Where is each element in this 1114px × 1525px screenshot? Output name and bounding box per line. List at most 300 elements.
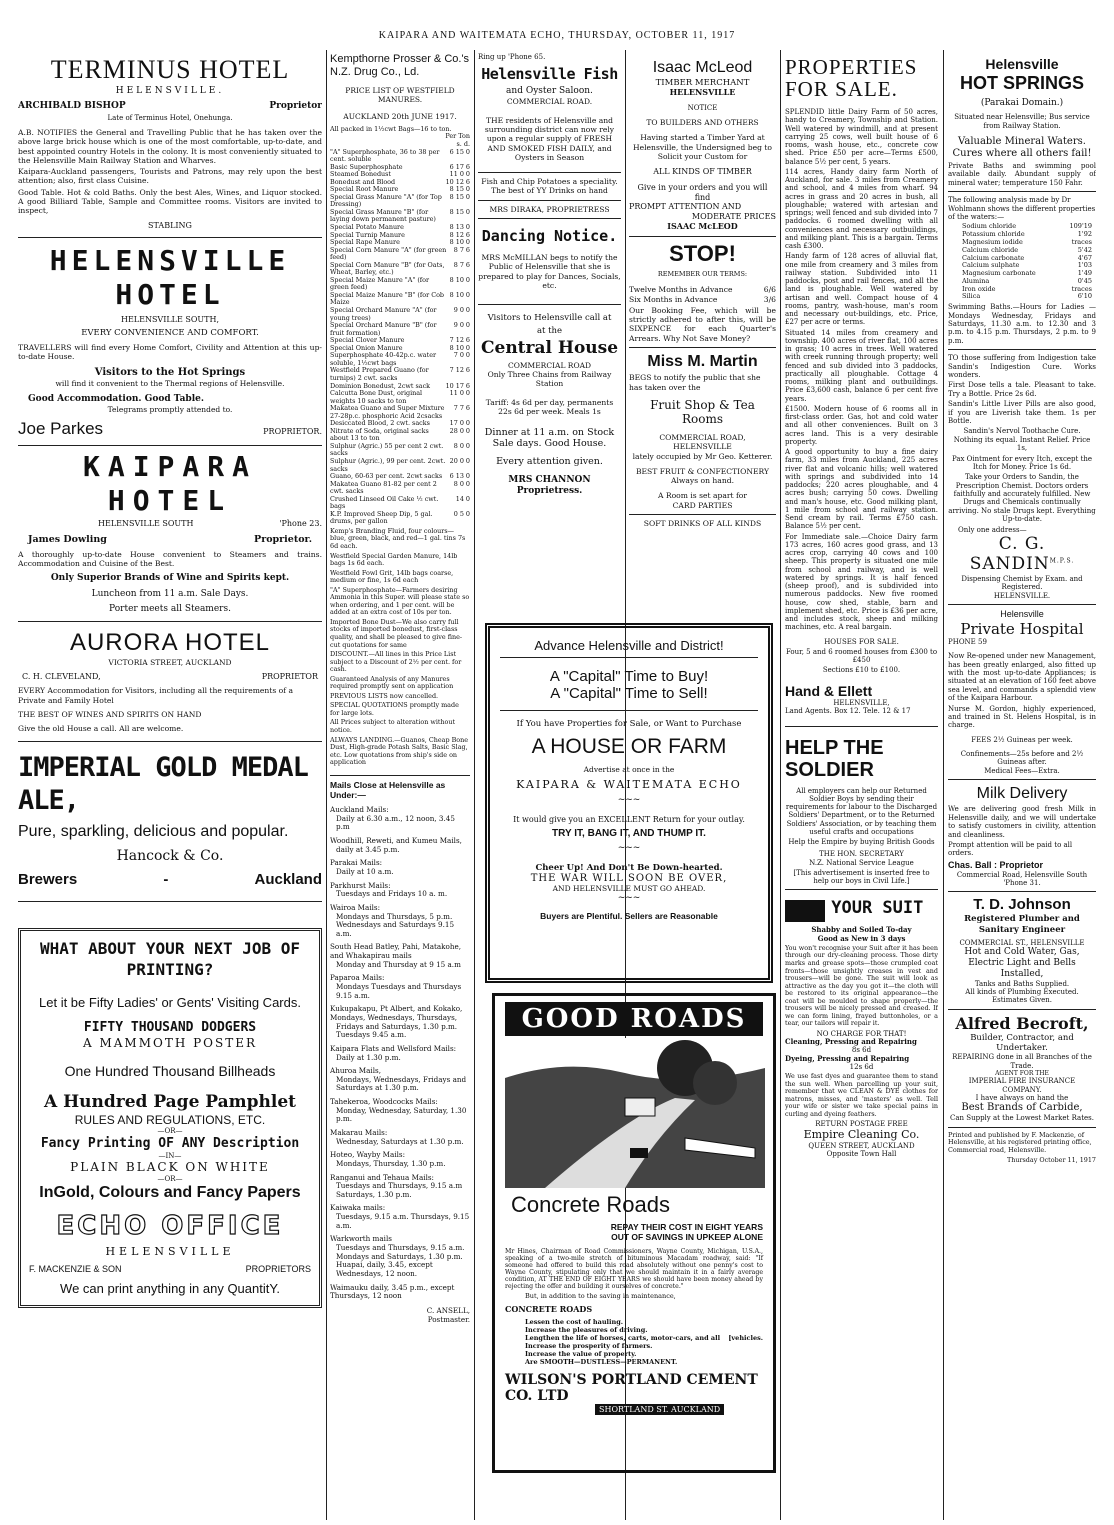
ring-phone: Ring up 'Phone 65. xyxy=(478,53,546,61)
hospital-body: Nurse M. Gordon, highly experienced, and trained in St. Helens Hospital, is in charge. xyxy=(948,704,1096,730)
ad-town: HELENSVILLE SOUTH, xyxy=(120,314,220,324)
firm-label: PROPRIETORS xyxy=(245,1264,311,1275)
ad-title: GOOD ROADS xyxy=(505,1002,763,1036)
currency-label: s. d. xyxy=(456,140,470,148)
price-row xyxy=(330,428,470,443)
price-item-name: Desiccated Blood, 2 cwt. sacks xyxy=(330,419,430,428)
ad-line: A MAMMOTH POSTER xyxy=(82,1036,258,1051)
mail-route: South Head Batley, Pahi, Matakohe, and Whakapirau mails xyxy=(330,942,462,961)
column-5 xyxy=(785,50,938,1520)
price-note: Westfield Special Garden Manure, 14lb bags 1s 6d each. xyxy=(330,551,458,568)
ad-line: Cheer Up! And Don't Be Down-hearted. xyxy=(535,863,723,873)
price-row xyxy=(330,262,470,277)
price-note: Kemp's Branding Fluid, four colours—blue, green, black, and red—1 gal. tins 7s 6d each. xyxy=(330,526,466,550)
ad-notice: NOTICE xyxy=(687,103,718,112)
johnson-body: Hot and Cold Water, Gas, Electric Light and Bells Installed, xyxy=(964,947,1080,979)
milk-body: We are delivering good fresh Milk in Helensville daily, and we will undertake to satisfy customers in civility, attention and cleanliness. xyxy=(948,805,1096,839)
price-row xyxy=(330,322,470,337)
price-item-name: Special Orchard Manure "B" (for fruit formation) xyxy=(330,321,437,337)
mail-times: Daily at 6.30 a.m., 12 noon, 3.45 p.m xyxy=(336,813,455,832)
chemical-name: Calcium sulphate xyxy=(962,261,1020,270)
price-row xyxy=(330,209,470,224)
column-6 xyxy=(948,50,1096,1520)
proprietor-label: PROPRIETOR. xyxy=(263,426,322,436)
mail-entry xyxy=(330,837,470,854)
mail-route: Parakai Mails: xyxy=(330,858,383,868)
ad-line: A Hundred Page Pamphlet xyxy=(43,1091,297,1112)
property-listing: For Immediate sale.—Choice Dairy farm 173 acres, 160 acres good grass, and 13 acres crop, carrying 40 cows and 100 sheep. This property is situated one mile from school and railway, and is well watered by springs. It is half fenced (sheep proof), and is subdivided into numerous paddocks. New five roomed house, cow shed, stable, barn and implement shed, etc. Price is £36 per acre, and includes stock, sheep and milking machines, etc. A real bargain. xyxy=(785,532,938,632)
price-row xyxy=(330,307,470,322)
mail-times: Mondays and Thursdays, 5 p.m. Wednesdays and Saturdays 9.15 a.m. xyxy=(336,911,455,938)
ad-line: It would give you an EXCELLENT Return for your outlay. xyxy=(513,815,745,824)
column-3 xyxy=(478,50,621,610)
ad-town: HELENSVILLE SOUTH xyxy=(98,518,194,528)
terminus-hotel-ad xyxy=(18,54,322,231)
chemical-value: 109'19 xyxy=(1069,222,1092,231)
ad-intro: Visitors to Helensville call at xyxy=(487,313,612,324)
hospital-town: Helensville xyxy=(1000,609,1044,619)
column-1 xyxy=(18,50,322,1520)
chemical-name: Silica xyxy=(962,292,981,301)
proprietor-name: C. H. CLEVELAND, xyxy=(22,671,101,681)
ad-trade: TIMBER MERCHANT xyxy=(655,77,750,88)
aurora-hotel-ad xyxy=(18,628,322,733)
mail-route: Kaiwaka mails: xyxy=(330,1203,386,1213)
mail-entry xyxy=(330,1235,470,1278)
price-item-name: Special Rape Manure xyxy=(330,238,400,247)
ad-body: PROMPT ATTENTION AND xyxy=(629,202,742,212)
johnson-body: Tanks and Baths Supplied. xyxy=(974,979,1070,988)
price-list-title: PRICE LIST OF WESTFIELD MANURES. xyxy=(345,86,455,105)
price-item-price: 8 15 0 xyxy=(449,207,470,216)
ad-list-item: Lessen the cost of hauling. xyxy=(525,1318,624,1326)
martin-ad xyxy=(629,352,776,528)
per-ton-label: Per Ton xyxy=(445,132,470,141)
ad-list-item: Increase the pleasures of driving. xyxy=(525,1326,648,1334)
price-item-price: 9 0 0 xyxy=(453,306,470,315)
mails-notice xyxy=(330,780,470,1324)
springs-body: Private Baths and swimming pool available daily. Abundant supply of mineral water; temperature 150 Fahr. xyxy=(948,161,1096,187)
mail-route: Hoteo, Wayby Mails: xyxy=(330,1150,406,1160)
mail-times: Tuesdays, 9.15 a.m. Thursdays, 9.15 a.m. xyxy=(336,1212,470,1230)
city-label: Auckland xyxy=(254,870,322,888)
masthead: KAIPARA AND WAITEMATA ECHO, THURSDAY, OCTOBER 11, 1917 xyxy=(378,30,736,41)
chemical-value: 1'03 xyxy=(1077,261,1092,270)
price-note: SPECIAL QUOTATIONS promptly made for large lots. xyxy=(330,701,459,717)
johnson-body: All kinds of Plumbing Executed. xyxy=(965,987,1079,996)
ad-always: Always on hand. xyxy=(670,476,734,486)
ad-body: Give in your orders and you will find xyxy=(637,182,768,202)
suit-sub: Shabby and Soiled To-day xyxy=(811,925,912,935)
brand-name: WILSON'S PORTLAND CEMENT CO. LTD xyxy=(505,1372,758,1404)
ad-proprietor: MRS DIRAKA, PROPRIETRESS xyxy=(489,204,610,214)
ad-title: Isaac McLeod xyxy=(652,59,753,76)
price-note: All Prices subject to alteration without notice. xyxy=(330,718,456,735)
price-item-price: 8 7 6 xyxy=(453,260,470,269)
chemist-town: HELENSVILLE. xyxy=(993,591,1051,600)
price-item-price: 6 13 0 xyxy=(449,472,470,481)
johnson-title: T. D. Johnson xyxy=(973,896,1071,914)
ad-station: Only Three Chains from Railway Station xyxy=(487,369,612,388)
column-rule xyxy=(326,50,327,1520)
becroft-carbide: Best Brands of Carbide, xyxy=(961,1102,1083,1114)
column-rule xyxy=(474,50,475,1520)
mail-route: Waimauku daily, 3.45 p.m., except Thursdays, 12 noon xyxy=(330,1282,455,1301)
suit-return: RETURN POSTAGE FREE xyxy=(815,1120,908,1129)
mail-entry xyxy=(330,943,470,969)
price-item-name: Special Potato Manure xyxy=(330,223,404,232)
price-note: "A" Superphosphate—Farmers desiring Ammonia in this Super. will please state so when ordering, and 1 per cent. will be added at an extra cost of 10s per ton. xyxy=(330,585,470,617)
column-4 xyxy=(629,50,776,610)
suit-street: QUEEN STREET, AUCKLAND xyxy=(808,1141,915,1150)
proprietor-name: James Dowling xyxy=(28,534,107,546)
chemical-value: 6'10 xyxy=(1077,292,1092,301)
price-item-name: Calcutta Bone Dust, original weights 10 sacks to ton xyxy=(330,389,423,405)
ad-body: THE BEST OF WINES AND SPIRITS ON HAND xyxy=(18,709,202,719)
column-rule xyxy=(780,50,781,1520)
chemical-name: Alumina xyxy=(962,276,990,285)
ad-body: THE residents of Helensville and surrounding district can now rely upon a regular supply of FRESH AND SMOKED FISH DAILY, and Oysters in Season xyxy=(484,115,615,162)
ad-proprietor: MRS CHANNON xyxy=(508,475,591,486)
mails-title: Mails Close at Helensville as Under:— xyxy=(330,779,446,800)
ad-subhead: Only Superior Brands of Wine and Spirits kept. xyxy=(50,573,290,584)
mail-entry xyxy=(330,1204,470,1230)
ad-title: TERMINUS HOTEL xyxy=(50,55,290,84)
ad-line: A "Capital" Time to Buy! xyxy=(549,668,709,685)
fish-saloon-ad xyxy=(478,53,621,214)
price-item-name: Special Grass Manure "B" (for laying down permanent pasture) xyxy=(330,207,436,224)
ad-body: Good Table. Hot & cold Baths. Only the best Ales, Wines, and Liquor stocked. A good Billiard Table, Sample and Committee rooms. Visitors are invited to inspect, xyxy=(18,187,322,216)
price-item-name: Makatea Guano 81-82 per cent 2 cwt. sacks xyxy=(330,479,437,496)
ad-late: lately occupied by Mr Geo. Ketterer. xyxy=(632,451,773,461)
johnson-trade: Registered Plumber and Sanitary Engineer xyxy=(964,914,1080,935)
price-item-name: Special Root Manure xyxy=(330,185,399,194)
mail-route: Paparoa Mails: xyxy=(330,973,385,983)
price-list-date: AUCKLAND 20th JUNE 1917. xyxy=(343,112,457,122)
ad-body: But, in addition to the saving in maintenance, xyxy=(525,1292,676,1300)
stop-notice xyxy=(629,241,776,343)
chemical-name: Sodium chloride xyxy=(962,222,1017,231)
becroft-title: Alfred Becroft, xyxy=(955,1013,1089,1033)
becroft-agent: AGENT FOR THE xyxy=(995,1070,1049,1078)
ad-room: A Room is set apart for xyxy=(658,491,747,501)
help-note: [This advertisement is inserted free to help our boys in Civil Life.] xyxy=(793,868,930,886)
ad-title: KAIPARA HOTEL xyxy=(82,450,257,518)
ad-title: Advance Helensville and District! xyxy=(534,638,724,653)
suit-price-label: Dyeing, Pressing and Repairing xyxy=(785,1053,910,1063)
mail-route: Warkworth mails xyxy=(330,1234,392,1244)
price-item-name: Special Clover Manure xyxy=(330,336,405,345)
proprietor-name: ARCHIBALD BISHOP xyxy=(18,100,126,111)
mail-times: Tuesdays and Fridays 10 a. m. xyxy=(336,889,448,899)
brewers-label: Brewers xyxy=(18,870,78,888)
ad-card: CARD PARTIES xyxy=(672,500,733,510)
price-item-name: Special Grass Manure "A" (for Top Dressing) xyxy=(330,192,442,209)
sandin-ad: Sandin's Nervol Toothache Cure. Nothing its equal. Instant Relief. Price 1s, xyxy=(953,427,1091,453)
help-soldier-title: HELP THE SOLDIER xyxy=(785,736,884,781)
ad-subhead: Visitors to the Hot Springs xyxy=(94,367,246,379)
mail-route: Parkhurst Mails: xyxy=(330,880,391,890)
imprint-date: Thursday October 11, 1917 xyxy=(1006,1155,1096,1164)
mail-entry xyxy=(330,859,470,876)
ad-body: Telegrams promptly attended to. xyxy=(107,405,233,415)
price-item-price: 17 0 0 xyxy=(449,419,470,428)
term-price: 3/6 xyxy=(763,294,776,304)
mail-route: Auckland Mails: xyxy=(330,805,389,815)
ad-footer: We can print anything in any QuantitY. xyxy=(60,1280,280,1296)
ad-road: COMMERCIAL ROAD xyxy=(507,360,592,370)
ad-title: IMPERIAL GOLD MEDAL ALE, xyxy=(18,752,308,817)
chemical-value: 0'45 xyxy=(1077,276,1092,285)
printing-ad xyxy=(18,928,322,1308)
price-item-price: 20 0 0 xyxy=(449,456,470,465)
price-row xyxy=(330,458,470,473)
ad-body: MRS McMILLAN begs to notify the Public of Helensville that she is prepared to play for Dances, Socials, etc. xyxy=(478,253,621,290)
becroft-trade: Builder, Contractor, and Undertaker. xyxy=(970,1032,1074,1054)
mail-times: Daily at 10 a.m. xyxy=(336,866,394,876)
ad-to: TO BUILDERS AND OTHERS xyxy=(646,118,759,128)
ad-proprietor-title: Proprietress. xyxy=(516,486,583,497)
ad-at: at the xyxy=(536,325,563,336)
ad-tariff: Tariff: 4s 6d per day, permanents 22s 6d per week. Meals 1s xyxy=(485,398,614,417)
sandin-name: C. G. SANDIN xyxy=(969,534,1050,575)
hospital-fees: Confinements—25s before and 2½ Guineas after. xyxy=(960,750,1084,767)
ad-line: A "Capital" Time to Sell! xyxy=(550,685,708,702)
echo-office: ECHO OFFICE xyxy=(56,1210,284,1241)
proprietor-label: Proprietor. xyxy=(254,534,312,546)
mail-times: Mondays, Thursday, 1.30 p.m. xyxy=(336,1158,446,1168)
mail-entry xyxy=(330,1067,470,1093)
help-body: All employers can help our Returned Soldier Boys by sending their requirements for labour to the Discharged Soldiers' Department, or to the Returned Soldiers' Association, or by teaching them useful crafts and occupations xyxy=(785,786,938,836)
ad-body: Our Booking Fee, which will be strictly adhered to after this, will be SIXPENCE for each Quarter's Arrears. Why Not Save Money? xyxy=(629,305,776,343)
ad-line: PLAIN BLACK ON WHITE xyxy=(70,1160,270,1175)
ad-terms: REMEMBER OUR TERMS: xyxy=(657,270,748,279)
ad-list-item: Increase the prosperity of farmers. xyxy=(525,1342,653,1350)
price-item-price: 9 0 0 xyxy=(453,321,470,330)
ad-headline: A HOUSE OR FARM xyxy=(531,735,727,758)
price-note: Westfield Fowl Grit, 14lb bags coarse, medium or fine, 1s 6d each xyxy=(330,568,454,585)
suit-title: YOUR SUIT xyxy=(831,898,924,919)
ad-title: Miss M. Martin xyxy=(647,352,758,370)
ad-body: Kaipara-Auckland passengers, Tourists and Patrons, may rely upon the best attention; also, first class Cuisine. xyxy=(18,167,322,186)
ad-body: EVERY Accommodation for Visitors, including all the requirements of a Private and Family Hotel xyxy=(18,686,293,705)
price-item-name: Special Onion Manure xyxy=(330,343,403,352)
price-item-name: K.P. Improved Sheep Dip, 5 gal. drums, per gallon xyxy=(330,509,433,526)
ad-dinner: Dinner at 11 a.m. on Stock Sale days. Good House. xyxy=(484,426,615,450)
suit-price-label: Cleaning, Pressing and Repairing xyxy=(785,1037,917,1047)
price-item-name: Crushed Linseed Oil Cake ½ cwt. bags xyxy=(330,494,439,511)
mail-entry xyxy=(330,882,470,899)
ad-phone: 'Phone 23. xyxy=(279,518,322,528)
sandin-ad: TO those suffering from Indigestion take Sandin's Indigestion Cure. Works wonders. xyxy=(948,354,1096,380)
sandin-mps: M.P.S. xyxy=(1049,557,1075,565)
ad-line: OUT OF SAVINGS IN UPKEEP ALONE xyxy=(611,1232,763,1242)
ad-title: STOP! xyxy=(669,240,736,266)
term-price: 6/6 xyxy=(763,285,776,295)
ad-list-item: [vehicles. xyxy=(728,1334,763,1342)
price-note: ALWAYS LANDING.—Guanos, Cheap Bone Dust, High-grade Potash Salts, Basic Slag, etc. Low quotations from ship's side on application xyxy=(330,735,469,767)
price-item-name: Special Turnip Manure xyxy=(330,230,405,239)
chemical-name: Magnesium iodide xyxy=(962,237,1023,246)
price-item-name: Superphosphate 40-42p.c. water soluble, 1½cwt bags xyxy=(330,351,437,367)
ad-title: Kempthorne Prosser & Co.'s N.Z. Drug Co., Ld. xyxy=(330,53,470,79)
imperial-ale-ad: IMPERIAL GOLD MEDAL ALE, Pure, sparkling, delicious and popular. Hancock & Co. Brewers - Auckland xyxy=(18,752,322,888)
chemical-value: traces xyxy=(1071,237,1092,246)
price-row xyxy=(330,149,470,164)
ad-shop: Fruit Shop & Tea Rooms xyxy=(650,397,755,427)
suit-price: 8s 6d xyxy=(851,1046,872,1055)
price-row xyxy=(330,367,470,382)
mail-entry xyxy=(330,904,470,939)
price-note: PREVIOUS LISTS now cancelled. xyxy=(330,691,439,700)
property-listing: £1500. Modern house of 6 rooms all in first-class order. Gas, hot and cold water and all other conveniences. Built on 3 acres land. This is a very desirable property. xyxy=(785,404,938,446)
ad-or: —OR— xyxy=(157,1127,183,1136)
price-item-price: 7 0 0 xyxy=(453,351,470,360)
mail-entry xyxy=(330,974,470,1000)
suit-nocharge: NO CHARGE FOR THAT! xyxy=(816,1029,907,1038)
ad-road: COMMERCIAL ROAD, xyxy=(659,433,746,443)
ad-body: BEGS to notify the public that she has taken over the xyxy=(629,373,761,392)
term-label: Six Months in Advance xyxy=(629,294,718,304)
mail-route: Woodhill, Reweti, and Kumeu Mails, xyxy=(330,836,462,846)
firm-name: F. MACKENZIE & SON xyxy=(29,1264,122,1275)
help-body: Help the Empire by buying British Goods xyxy=(788,838,935,847)
late-note: Late of Terminus Hotel, Onehunga. xyxy=(107,113,233,122)
ad-headline: Concrete Roads xyxy=(511,1192,670,1217)
ad-title: WHAT ABOUT YOUR NEXT JOB OF PRINTING? xyxy=(39,938,301,979)
ad-body: Give the old House a call. All are welcome. xyxy=(18,724,184,734)
mail-times: Tuesdays and Thursdays, 9.15 a.m Saturdays, 1.30 p.m. xyxy=(336,1181,463,1199)
mail-times: Monday, Wednesday, Saturday, 1.30 p.m. xyxy=(336,1105,467,1124)
stabling: STABLING xyxy=(148,221,192,231)
price-item-price: 6 15 0 xyxy=(449,147,470,156)
ad-road: COMMERCIAL ROAD. xyxy=(506,96,593,106)
brand-address: SHORTLAND ST. AUCKLAND xyxy=(595,1404,724,1415)
ad-body: TRAVELLERS will find every Home Comfort, Civility and Attention at this up-to-date House. xyxy=(18,342,322,361)
price-item-name: Makatea Guano and Super Mixture 27-28p.c. phosphoric Acid 2csacks xyxy=(330,404,445,420)
price-item-name: Basic Superphosphate xyxy=(330,162,403,171)
mail-times: Monday and Thursday at 9 15 a.m xyxy=(336,959,461,969)
ad-body: Luncheon from 11 a.m. Sale Days. xyxy=(91,589,249,600)
price-item-price: 8 12 6 xyxy=(449,230,470,239)
johnson-body: Estimates Given. xyxy=(992,996,1052,1005)
mail-times: Tuesdays and Thursdays, 9.15 a.m. Mondays and Saturdays, 1.30 p.m. Huapai, daily, 3.45, except Wednesdays, 12 noon. xyxy=(336,1243,465,1278)
hospital-title: Private Hospital xyxy=(960,619,1084,638)
ad-subhead: CONCRETE ROADS xyxy=(505,1304,593,1314)
ad-line: RULES AND REGULATIONS, ETC. xyxy=(74,1112,266,1127)
chemical-value: 4'67 xyxy=(1077,253,1092,262)
chemical-row xyxy=(962,286,1092,294)
mail-times: Fridays and Saturdays, 1.30 p.m. Tuesdays 9.45 a.m. xyxy=(336,1021,458,1040)
ad-body: Porter meets all Steamers. xyxy=(109,604,231,615)
ad-line: FIFTY THOUSAND DODGERS xyxy=(83,1020,257,1036)
price-row xyxy=(330,352,470,367)
price-item-name: Nitrate of Soda, original sacks about 13 to ton xyxy=(330,426,429,443)
price-item-price: 28 0 0 xyxy=(449,426,470,435)
houses-line: Sections £10 to £100. xyxy=(822,666,901,675)
road-illustration-icon xyxy=(505,1038,765,1188)
ad-body: A thoroughly up-to-date House convenient to Steamers and trains. Accommodation and Cuisine of the Best. xyxy=(18,549,322,569)
property-listing: Situated 14 miles from creamery and township. 400 acres of river flat, 100 acres in grass; 10 acres in trees. Well watered with creek running through property; well fenced and sub divided into 3 paddocks, practically all ploughable. Cottage 4 rooms, milking plant and outbuildings. Price £3,600 cash, balance 6 per cent five years. xyxy=(785,328,938,403)
springs-analysis: The following analysis made by Dr Wohlmann shows the different properties of the waters:— xyxy=(948,196,1096,221)
ad-kinds: ALL KINDS OF TIMBER xyxy=(653,167,752,177)
mail-route: Wairoa Mails: xyxy=(330,902,381,912)
sandin-only: Only one address— xyxy=(958,525,1027,534)
price-item-price: 14 0 xyxy=(455,494,470,503)
ad-title: PROPERTIES FOR SALE. xyxy=(785,55,918,102)
good-roads-ad xyxy=(492,993,776,1473)
price-item-price: 8 15 0 xyxy=(449,185,470,194)
ad-tagline: Pure, sparkling, delicious and popular. xyxy=(18,823,289,841)
price-item-name: Guano, 60-63 per cent. 2cwt sacks xyxy=(330,472,443,481)
kempthorne-ad xyxy=(330,53,470,767)
property-listing: SPLENDID little Dairy Farm of 50 acres, handy to Creamery, Township and Station. Well watered by windmill, and at present carrying 25 cows, well built house of 6 rooms, wash house, etc., concrete cow shed. Price £50 per acre—Terms £500, balance 5½ per cent, 5 years. xyxy=(785,108,938,166)
ad-subhead: Good Accommodation. Good Table. xyxy=(28,394,204,405)
ad-list-item: Increase the value of property. xyxy=(525,1350,637,1358)
price-item-price: 10 17 6 xyxy=(445,381,470,390)
price-item-price: 11 0 0 xyxy=(449,170,470,179)
ad-body: will find it convenient to the Thermal regions of Helensville. xyxy=(55,379,285,389)
price-item-name: Special Maize Manure "B" (for Cob Maize xyxy=(330,290,445,307)
ad-best: BEST FRUIT & CONFECTIONERY xyxy=(635,466,770,476)
mail-times: Mondays, Wednesdays, Fridays and Saturdays at 1.30 p.m. xyxy=(336,1074,467,1093)
price-item-name: Special Corn Manure "B" (for Oats, Wheat, Barley, etc.) xyxy=(330,260,445,277)
advance-helensville-ad: Advance Helensville and District! A "Capital" Time to Buy! A "Capital" Time to Sell! If You have Properties for Sale, or Want to Purchase A HOUSE OR FARM Advertise at once in the KAIPARA & WAITEMATA ECHO ~~~ It would give you an EXCELLENT Return for your outlay. TRY IT, BANG IT, AND THUMP IT. ~~~ Cheer Up! And Don't Be Down-hearted. THE WAR WILL SOON BE OVER, AND HELENSVILLE MUST GO AHEAD. ~~~ Buyers are Plentiful. Sellers are Reasonable xyxy=(485,623,773,983)
chemical-name: Calcium carbonate xyxy=(962,253,1025,262)
agent-town: HELENSVILLE, xyxy=(833,699,890,708)
column-rule xyxy=(943,50,944,1520)
mail-entry xyxy=(330,1045,470,1062)
price-item-price: 10 12 6 xyxy=(445,177,470,186)
column-2 xyxy=(330,50,470,1520)
ad-line: Let it be Fifty Ladies' or Gents' Visiting Cards. xyxy=(39,994,301,1010)
ad-title: Helensville Fish xyxy=(481,64,618,83)
price-item-price: 7 12 6 xyxy=(449,336,470,345)
ad-line: Fancy Printing OF ANY Description xyxy=(40,1135,300,1151)
kaipara-hotel-ad xyxy=(18,450,322,615)
hospital-body: Now Re-opened under new Management, has been greatly enlarged, also fitted up with the most up-to-date Appliances; is situated at an elevation of 160 feet above sea level, and commands a splendid view of the Kaipara Harbour. xyxy=(948,652,1096,703)
ad-town: HELENSVILLE xyxy=(669,86,736,97)
term-label: Twelve Months in Advance xyxy=(629,285,733,295)
mail-route: Kaipara Flats and Wellsford Mails: xyxy=(330,1043,457,1053)
ad-maker: Hancock & Co. xyxy=(116,847,224,864)
suit-opp: Opposite Town Hall xyxy=(826,1149,897,1158)
springs-sub: Cures where all others fail! xyxy=(952,147,1092,159)
price-item-name: Bonedust and Blood xyxy=(330,177,396,186)
mail-times: Mondays Tuesdays and Thursdays 9.15 a.m. xyxy=(336,982,462,1000)
price-row xyxy=(330,194,470,209)
milk-proprietor: Chas. Ball : Proprietor xyxy=(948,859,1044,870)
price-item-price: 8 10 0 xyxy=(449,290,470,299)
johnson-address: COMMERCIAL ST., HELENSVILLE xyxy=(959,938,1085,947)
helensville-hotel-ad xyxy=(18,244,322,439)
mail-entry xyxy=(330,1005,470,1040)
price-item-price: 8 10 0 xyxy=(449,343,470,352)
signed-name: C. ANSELL, xyxy=(426,1305,470,1315)
price-item-name: Special Corn Manure "A" (for green feed) xyxy=(330,245,447,262)
houses-line: Four, 5 and 6 roomed houses from £300 to £450 xyxy=(785,647,938,665)
mail-entry xyxy=(330,806,470,832)
ad-title: HELENSVILLE HOTEL xyxy=(49,244,291,312)
price-item-name: "A" Superphosphate, 36 to 38 per cent. soluble xyxy=(330,147,440,164)
ad-or: —OR— xyxy=(157,1174,183,1183)
agent-line: Land Agents. Box 12. Tele. 12 & 17 xyxy=(785,707,911,716)
price-note: Imported Bone Dust—We also carry full stocks of imported bonedust, first-class quality, and shall be pleased to give fine-cut quotations for same xyxy=(330,617,463,649)
price-row xyxy=(330,405,470,420)
price-item-price: 0 5 0 xyxy=(453,509,470,518)
ad-line: Buyers are Plentiful. Sellers are Reasonable xyxy=(540,911,718,921)
mail-entry xyxy=(330,1174,470,1200)
